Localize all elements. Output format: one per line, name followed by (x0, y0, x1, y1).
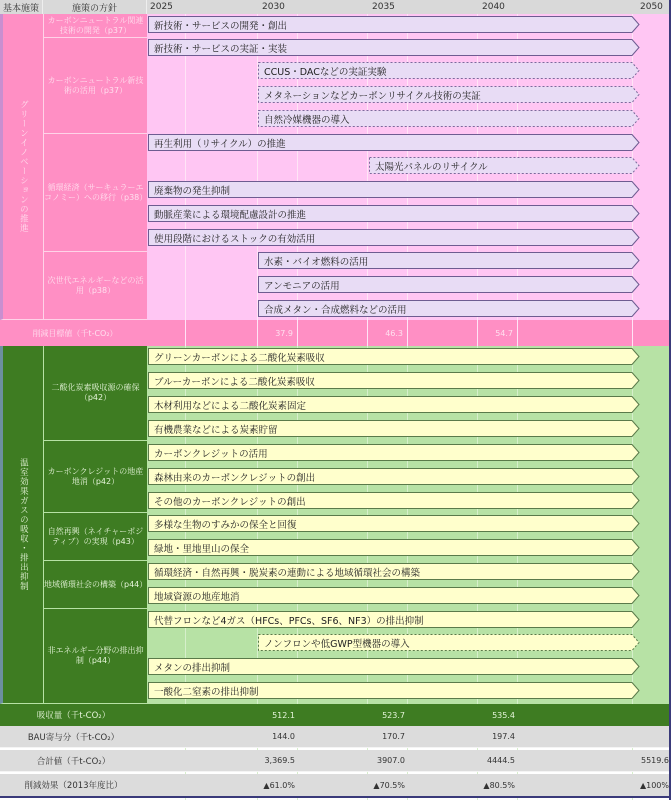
absorption-2040: 535.4 (492, 710, 515, 720)
roadmap-bar: 多様な生物のすみかの保全と回復 (148, 515, 640, 532)
roadmap-bar-dashed: メタネーションなどカーボンリサイクル技術の実証 (258, 86, 640, 103)
roadmap-bar: カーボンクレジットの活用 (148, 444, 640, 461)
roadmap-bar-dashed: CCUS・DACなどの実証実験 (258, 62, 640, 79)
bau-2040: 197.4 (492, 732, 515, 741)
total-2050: 5519.6 (641, 756, 669, 765)
roadmap-bar-dashed: 自然冷媒機器の導入 (258, 110, 640, 127)
absorption-2030: 512.1 (272, 710, 295, 720)
summary-effect-row (0, 774, 671, 798)
year-2030: 2030 (262, 2, 285, 12)
summary-total-row (0, 750, 671, 772)
roadmap-bar: その他のカーボンクレジットの創出 (148, 492, 640, 509)
roadmap-bar: 再生利用（リサイクル）の推進 (148, 134, 640, 151)
effect-2030: ▲61.0% (263, 780, 295, 790)
roadmap-bar: 木材利用などによる二酸化炭素固定 (148, 396, 640, 413)
target-2040: 54.7 (495, 328, 513, 338)
target-2035: 46.3 (385, 328, 403, 338)
roadmap-bar: 使用段階におけるストックの有効活用 (148, 229, 640, 246)
roadmap-bar: 代替フロンなど4ガス（HFCs、PFCs、SF6、NF3）の排出抑制 (148, 611, 640, 628)
section1-group-2: カーボンニュートラル新技術の活用（p37） (43, 38, 147, 134)
roadmap-bar: 一酸化二窒素の排出抑制 (148, 682, 640, 699)
section2-group-2: カーボンクレジットの地産地消（p42） (43, 441, 147, 513)
roadmap-bar: 動脈産業による環境配慮設計の推進 (148, 205, 640, 222)
section1-group-1: カーボンニュートラル関連技術の開発（p37） (43, 14, 147, 38)
summary-absorption-row (0, 704, 671, 726)
absorption-label: 吸収量（千t-CO₂） (36, 711, 111, 721)
year-2025: 2025 (150, 2, 173, 12)
total-2030: 3,369.5 (264, 756, 295, 765)
section1-title: グリーンイノベーションの推進 (0, 14, 43, 320)
year-2050: 2050 (640, 2, 663, 12)
header-basic-policy: 基本施策 (0, 0, 43, 14)
section2-group-3: 自然再興（ネイチャーポジティブ）の実現（p43） (43, 513, 147, 561)
section2-group-5: 非エネルギー分野の排出抑制（p44） (43, 609, 147, 704)
roadmap-bar: 地域資源の地産地消 (148, 587, 640, 604)
section1-group-4: 次世代エネルギーなどの活用（p38） (43, 252, 147, 320)
roadmap-bar: ブルーカーボンによる二酸化炭素吸収 (148, 372, 640, 389)
roadmap-bar: グリーンカーボンによる二酸化炭素吸収 (148, 348, 640, 365)
gridline (185, 14, 186, 346)
section2-group-1: 二酸化炭素吸収源の確保（p42） (43, 346, 147, 441)
effect-label: 削減効果（2013年度比） (24, 781, 123, 791)
roadmap-bar: 新技術・サービスの開発・創出 (148, 16, 640, 33)
roadmap-bar: 廃棄物の発生抑制 (148, 181, 640, 198)
year-2035: 2035 (372, 2, 395, 12)
header-year-band (147, 0, 671, 14)
roadmap-bar: 循環経済・自然再興・脱炭素の連動による地域循環社会の構築 (148, 563, 640, 580)
roadmap-bar: 合成メタン・合成燃料などの活用 (258, 300, 640, 317)
header-policy-direction: 施策の方針 (43, 0, 147, 14)
total-2040: 4444.5 (487, 756, 515, 765)
roadmap-bar: 有機農業などによる炭素貯留 (148, 420, 640, 437)
total-2035: 3907.0 (377, 756, 405, 765)
roadmap-bar: 水素・バイオ燃料の活用 (258, 252, 640, 269)
effect-2050: ▲100% (639, 780, 669, 790)
total-label: 合計値（千t-CO₂） (36, 756, 111, 767)
bau-2035: 170.7 (382, 732, 405, 741)
roadmap-bar-dashed: 太陽光パネルのリサイクル (369, 157, 640, 174)
section1-group-3: 循環経済（サーキュラーエコノミー）への移行（p38） (43, 134, 147, 252)
roadmap-bar: メタンの排出抑制 (148, 658, 640, 675)
effect-2040: ▲80.5% (483, 780, 515, 790)
year-2040: 2040 (482, 2, 505, 12)
roadmap-bar: 緑地・里地里山の保全 (148, 539, 640, 556)
section2-title: 温室効果ガスの吸収・排出抑制 (0, 346, 43, 704)
summary-bau-row (0, 726, 671, 748)
roadmap-bar: 森林由来のカーボンクレジットの創出 (148, 468, 640, 485)
section2-group-4: 地域循環社会の構築（p44） (43, 561, 147, 609)
target-row-label: 削減目標値（千t-CO₂） (32, 328, 118, 338)
absorption-2035: 523.7 (382, 710, 405, 720)
target-2030: 37.9 (275, 328, 293, 338)
effect-2035: ▲70.5% (373, 780, 405, 790)
bau-2030: 144.0 (272, 732, 295, 741)
roadmap-bar: アンモニアの活用 (258, 276, 640, 293)
roadmap-bar-dashed: ノンフロンや低GWP型機器の導入 (258, 634, 640, 651)
bau-label: BAU寄与分（千t-CO₂） (27, 732, 120, 743)
roadmap-bar: 新技術・サービスの実証・実装 (148, 39, 640, 56)
